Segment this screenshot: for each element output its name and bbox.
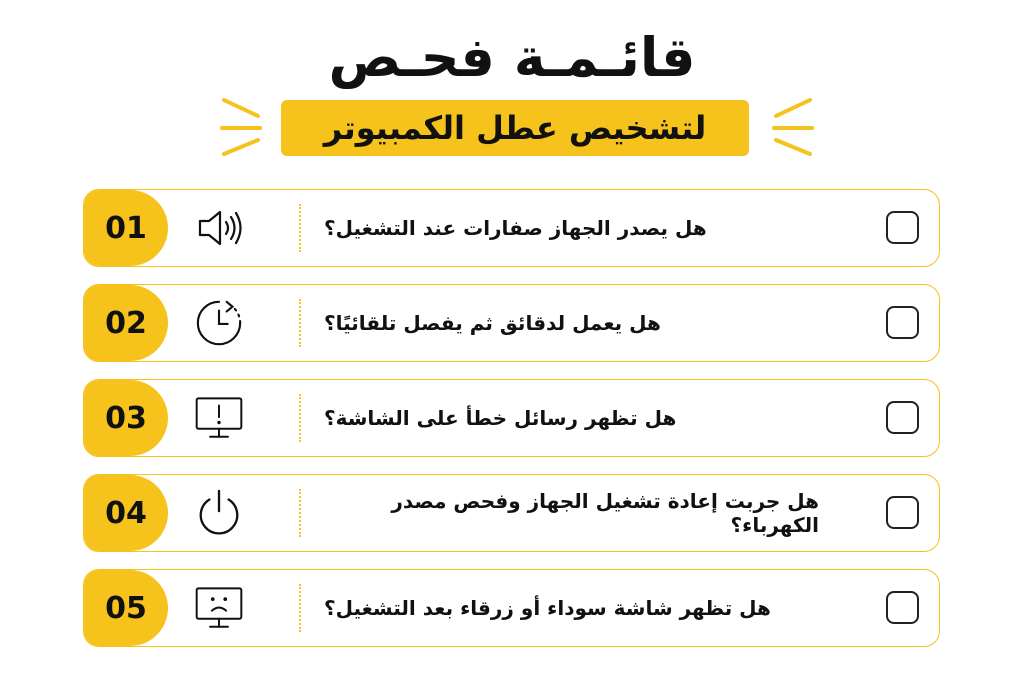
- question-text: هل جربت إعادة تشغيل الجهاز وفحص مصدر الكهرباء؟: [391, 489, 819, 537]
- question-text: هل تظهر رسائل خطأ على الشاشة؟: [324, 406, 677, 430]
- checklist-row: [83, 474, 940, 552]
- subtitle-banner: لتشخيص عطل الكمبيوتر: [281, 100, 749, 156]
- checkbox[interactable]: [886, 401, 919, 434]
- divider: [299, 584, 301, 632]
- monitor-warning-icon: [194, 392, 244, 444]
- speaker-icon: [194, 202, 244, 254]
- item-number: 04: [84, 475, 168, 551]
- clock-icon: [194, 297, 244, 349]
- checklist-row: [83, 569, 940, 647]
- question-text: هل تظهر شاشة سوداء أو زرقاء بعد التشغيل؟: [324, 596, 771, 620]
- checklist-row: [83, 379, 940, 457]
- decorative-rays-right: [760, 92, 820, 162]
- divider: [299, 299, 301, 347]
- item-number: 02: [84, 285, 168, 361]
- checklist-row: [83, 189, 940, 267]
- checkbox[interactable]: [886, 591, 919, 624]
- checkbox[interactable]: [886, 211, 919, 244]
- checkbox[interactable]: [886, 306, 919, 339]
- divider: [299, 489, 301, 537]
- page-title: قائـمـة فحـص: [328, 26, 696, 89]
- power-icon: [194, 487, 244, 539]
- divider: [299, 204, 301, 252]
- question-text: هل يصدر الجهاز صفارات عند التشغيل؟: [324, 216, 707, 240]
- monitor-sad-icon: [194, 582, 244, 634]
- item-number: 01: [84, 190, 168, 266]
- question-text: هل يعمل لدقائق ثم يفصل تلقائيًا؟: [324, 311, 661, 335]
- decorative-rays-left: [214, 92, 274, 162]
- checkbox[interactable]: [886, 496, 919, 529]
- item-number: 05: [84, 570, 168, 646]
- item-number: 03: [84, 380, 168, 456]
- checklist-row: [83, 284, 940, 362]
- divider: [299, 394, 301, 442]
